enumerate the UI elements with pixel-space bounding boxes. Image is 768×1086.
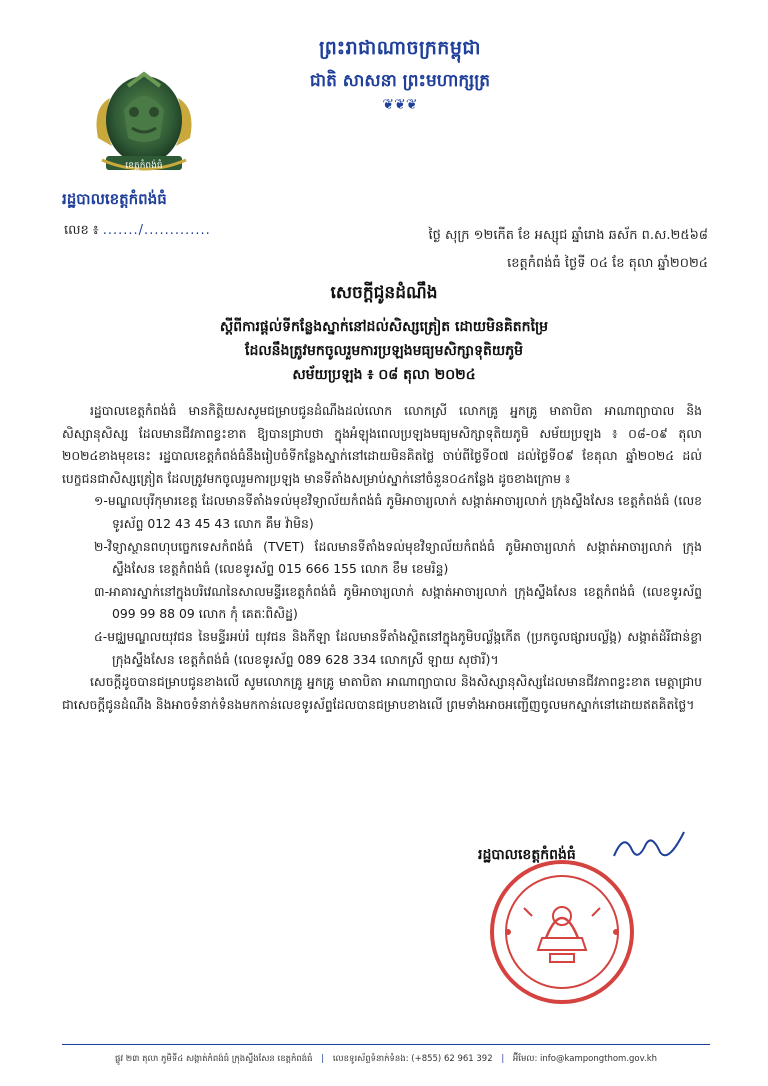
official-seal-stamp bbox=[488, 858, 636, 1006]
date-block bbox=[368, 222, 708, 278]
issuing-authority: រដ្ឋបាលខេត្តកំពង់ធំ bbox=[62, 190, 167, 208]
kingdom-header bbox=[270, 36, 530, 113]
kingdom-line-1: ព្រះរាជាណាចក្រកម្ពុជា bbox=[319, 37, 481, 59]
closing-paragraph: សេចក្ដីដូចបានជម្រាបជូនខាងលើ សូមលោកគ្រូ អ្នកគ្រូ មាតាបិតា អាណាព្យាបាល និងសិស្សានុសិស្សដែលមានជីវភាពខ្វះខាត មេត្តាជ្រាបជាសេចក្ដីជូនដំណឹង និងអាចទំនាក់ទំនងមកកាន់លេខទូរស័ព្ទដែលបានជម្រាបខាងលើ ព្រមទាំងអាចអញ្ជើញចូលមកស្នាក់នៅដោយឥតគិតថ្លៃ។ bbox=[62, 674, 702, 712]
footer-contact: ផ្លូវ ២៣ តុលា ភូមិទី៤ សង្កាត់កំពង់ធំ ក្រុងស្ទឹងសែន ខេត្តកំពង់ធំ | លេខទូរស័ព្ទទំនាក់ទំនង: (+855) 62 961 392 | អ៊ីមែល: info@kampongthom.gov.kh bbox=[114, 1054, 658, 1064]
notice-body bbox=[62, 400, 702, 716]
emblem-caption: ខេត្តកំពង់ធំ bbox=[125, 161, 163, 171]
notice-subject-1: ស្ដីពីការផ្ដល់ទីកន្លែងស្នាក់នៅដល់សិស្សត្រៀត ដោយមិនគិតកម្រៃ bbox=[219, 319, 549, 335]
notice-title-block bbox=[100, 282, 668, 387]
footer-address: ផ្លូវ ២៣ តុលា ភូមិទី៤ សង្កាត់កំពង់ធំ ក្រុងស្ទឹងសែន ខេត្តកំពង់ធំ bbox=[114, 1054, 313, 1064]
location-item: ៣-អាគារស្នាក់នៅក្នុងបរិវេណនៃសាលមន្ទីរខេត្តកំពង់ធំ ភូមិអាចារ្យលាក់ សង្កាត់អាចារ្យលាក់ ក្រុងស្ទឹងសែន ខេត្តកំពង់ធំ (លេខទូរស័ព្ទ 099 99 88 09 លោក កុំ គេតៈពិសិដ្ឋ) bbox=[94, 583, 702, 622]
notice-subject-2: ដែលនឹងត្រូវមកចូលរួមការប្រឡងមធ្យមសិក្សាទុតិយភូមិ bbox=[245, 343, 523, 359]
solar-date: ខេត្តកំពង់ធំ ថ្ងៃទី ០៤ ខែ តុលា ឆ្នាំ២០២៤ bbox=[507, 256, 708, 271]
location-item: ១-មណ្ឌលបុរីកុមារខេត្ត ដែលមានទីតាំងទល់មុខវិទ្យាល័យកំពង់ធំ ភូមិអាចារ្យលាក់ សង្កាត់អាចារ្យលាក់ ក្រុងស្ទឹងសែន ខេត្តកំពង់ធំ (លេខទូរស័ព្ទ 012 43 45 43 លោក គឹម វ៉ាមិន) bbox=[94, 493, 702, 531]
reference-label: លេខ ៖ bbox=[64, 223, 99, 238]
reference-dots: ......./............. bbox=[102, 223, 211, 238]
location-item: ៤-មជ្ឈមណ្ឌលយុវជន នៃមន្ទីរអប់រំ យុវជន និងកីឡា ដែលមានទីតាំងស្ថិតនៅក្នុងភូមិបល្ល័ង្កកើត (ប្រកចូលផ្សារបល្ល័ង្ក) សង្កាត់ដំរីជាន់ខ្លា ក្រុងស្ទឹងសែន ខេត្តកំពង់ធំ (លេខទូរស័ព្ទ 089 628 334 លោកស្រី ឡាយ សុថារី)។ bbox=[94, 628, 702, 667]
signer-name: រដ្ឋបាលខេត្តកំពង់ធំ bbox=[478, 847, 576, 863]
intro-paragraph: រដ្ឋបាលខេត្តកំពង់ធំ មានកិត្តិយសសូមជម្រាបជូនដំណឹងដល់លោក លោកស្រី លោកគ្រូ អ្នកគ្រូ មាតាបិតា អាណាព្យាបាល និងសិស្សានុសិស្ស ដែលមានជីវភាពខ្វះខាត ឱ្យបានជ្រាបថា ក្នុងអំឡុងពេលប្រឡងមធ្យមសិក្សាទុតិយភូមិ សម័យប្រឡង ៖ ០៨-០៩ តុលា ២០២៤ខាងមុខនេះ រដ្ឋបាលខេត្តកំពង់ធំនឹងរៀបចំទីកន្លែងស្នាក់នៅដោយមិនគិតថ្លៃ ចាប់ពីថ្ងៃទី០៧ ដល់ថ្ងៃទី០៩ ខែតុលា ឆ្នាំ២០២៤ ដល់បេក្ខជនជាសិស្សត្រៀត ដែលត្រូវមកចូលរួមការប្រឡង មានទីតាំងសម្រាប់ស្នាក់នៅចំនួន០៤កន្លែង ដូចខាងក្រោម ៖ bbox=[62, 403, 702, 486]
lunar-date: ថ្ងៃ សុក្រ ១២កើត ខែ អស្សុជ ឆ្នាំរោង ឆស័ក ព.ស.២៥៦៨ bbox=[428, 228, 708, 243]
notice-session: សម័យប្រឡង ៖ ០៨ តុលា ២០២៤ bbox=[292, 367, 476, 383]
ornament-divider: ❦❦❦ bbox=[382, 97, 418, 113]
footer-phone: លេខទូរស័ព្ទទំនាក់ទំនង: (+855) 62 961 392 bbox=[332, 1054, 493, 1064]
location-item: ២-វិទ្យាស្ថានពហុបច្ចេកទេសកំពង់ធំ (TVET) ដែលមានទីតាំងទល់មុខវិទ្យាល័យកំពង់ធំ ភូមិអាចារ្យលាក់ សង្កាត់អាចារ្យលាក់ ក្រុងស្ទឹងសែន ខេត្តកំពង់ធំ (លេខទូរស័ព្ទ 015 666 155 លោក ខឹម ខេមរិន្ទ) bbox=[94, 538, 702, 577]
footer-email: អ៊ីមែល: info@kampongthom.gov.kh bbox=[512, 1054, 658, 1064]
footer-divider bbox=[62, 1044, 710, 1045]
notice-title: សេចក្ដីជូនដំណឹង bbox=[330, 283, 438, 303]
reference-number bbox=[64, 222, 211, 241]
kingdom-line-2: ជាតិ សាសនា ព្រះមហាក្សត្រ bbox=[309, 71, 491, 91]
